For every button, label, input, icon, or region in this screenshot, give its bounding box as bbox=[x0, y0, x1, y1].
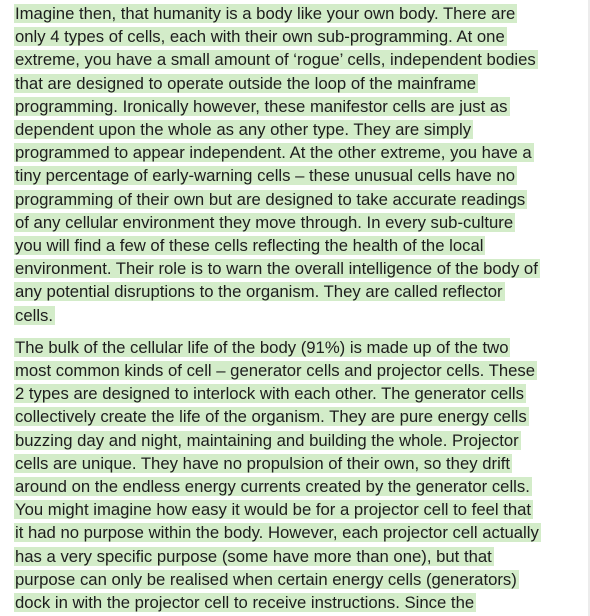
text-line bbox=[14, 25, 582, 48]
highlighted-text: tiny percentage of early-warning cells – these unusual cells have no bbox=[15, 166, 515, 186]
highlighted-text: buzzing day and night, maintaining and building the whole. Projector bbox=[15, 430, 519, 450]
text-line bbox=[14, 405, 582, 428]
text-line bbox=[14, 280, 582, 303]
highlighted-text: any potential disruptions to the organism. They are called reflector bbox=[15, 282, 503, 302]
text-line bbox=[14, 452, 582, 475]
text-line bbox=[14, 304, 582, 327]
text-line bbox=[14, 257, 582, 280]
text-line bbox=[14, 568, 582, 591]
text-line bbox=[14, 118, 582, 141]
highlighted-text: You might imagine how easy it would be for a projector cell to feel that bbox=[15, 500, 532, 520]
highlighted-text: you will find a few of these cells reflecting the health of the local bbox=[15, 236, 484, 256]
highlighted-text: dependent upon the whole as any other type. They are simply bbox=[15, 120, 472, 140]
highlighted-text: programming of their own but are designed to take accurate readings bbox=[15, 189, 526, 209]
text-line bbox=[14, 188, 582, 211]
highlighted-text: programming. Ironically however, these manifestor cells are just as bbox=[15, 96, 508, 116]
highlighted-text: of any cellular environment they move through. In every sub-culture bbox=[15, 212, 514, 232]
text-line bbox=[14, 211, 582, 234]
highlighted-text: programmed to appear independent. At the other extreme, you have a bbox=[15, 143, 532, 163]
text-line bbox=[14, 164, 582, 187]
highlighted-text: only 4 types of cells, each with their own sub-programming. At one bbox=[15, 27, 505, 47]
text-line bbox=[14, 141, 582, 164]
paragraph-rogue-and-reflector-cells bbox=[14, 2, 582, 327]
text-line bbox=[14, 475, 582, 498]
text-line bbox=[14, 2, 582, 25]
text-line bbox=[14, 429, 582, 452]
text-line bbox=[14, 521, 582, 544]
highlighted-text: The bulk of the cellular life of the body (91%) is made up of the two bbox=[15, 337, 509, 357]
highlighted-text: has a very specific purpose (some have more than one), but that bbox=[15, 546, 492, 566]
highlighted-text: cells. bbox=[15, 305, 54, 325]
highlighted-text: 2 types are designed to interlock with each other. The generator cells bbox=[15, 384, 524, 404]
highlighted-text-body bbox=[14, 2, 582, 616]
text-line bbox=[14, 382, 582, 405]
text-line bbox=[14, 498, 582, 521]
paragraph-generator-and-projector-cells bbox=[14, 336, 582, 614]
text-line bbox=[14, 234, 582, 257]
highlighted-text: that are designed to operate outside the loop of the mainframe bbox=[15, 73, 477, 93]
highlighted-text: Imagine then, that humanity is a body like your own body. There are bbox=[15, 4, 516, 23]
highlighted-text: environment. Their role is to warn the overall intelligence of the body of bbox=[15, 259, 538, 279]
text-line bbox=[14, 72, 582, 95]
text-line bbox=[14, 359, 582, 382]
text-line bbox=[14, 48, 582, 71]
highlighted-text: collectively create the life of the organism. They are pure energy cells bbox=[15, 407, 527, 427]
highlighted-text: around on the endless energy currents created by the generator cells. bbox=[15, 477, 530, 497]
text-line bbox=[14, 591, 582, 614]
text-line bbox=[14, 95, 582, 118]
text-line bbox=[14, 336, 582, 359]
highlighted-text: purpose can only be realised when certain energy cells (generators) bbox=[15, 569, 517, 589]
highlighted-text: extreme, you have a small amount of ‘rogue’ cells, independent bodies bbox=[15, 50, 536, 70]
text-line bbox=[14, 545, 582, 568]
highlighted-text: most common kinds of cell – generator cells and projector cells. These bbox=[15, 361, 536, 381]
highlighted-text: it had no purpose within the body. However, each projector cell actually bbox=[15, 523, 539, 543]
highlighted-text: dock in with the projector cell to receive instructions. Since the bbox=[15, 593, 475, 613]
highlighted-text: cells are unique. They have no propulsion of their own, so they drift bbox=[15, 453, 511, 473]
